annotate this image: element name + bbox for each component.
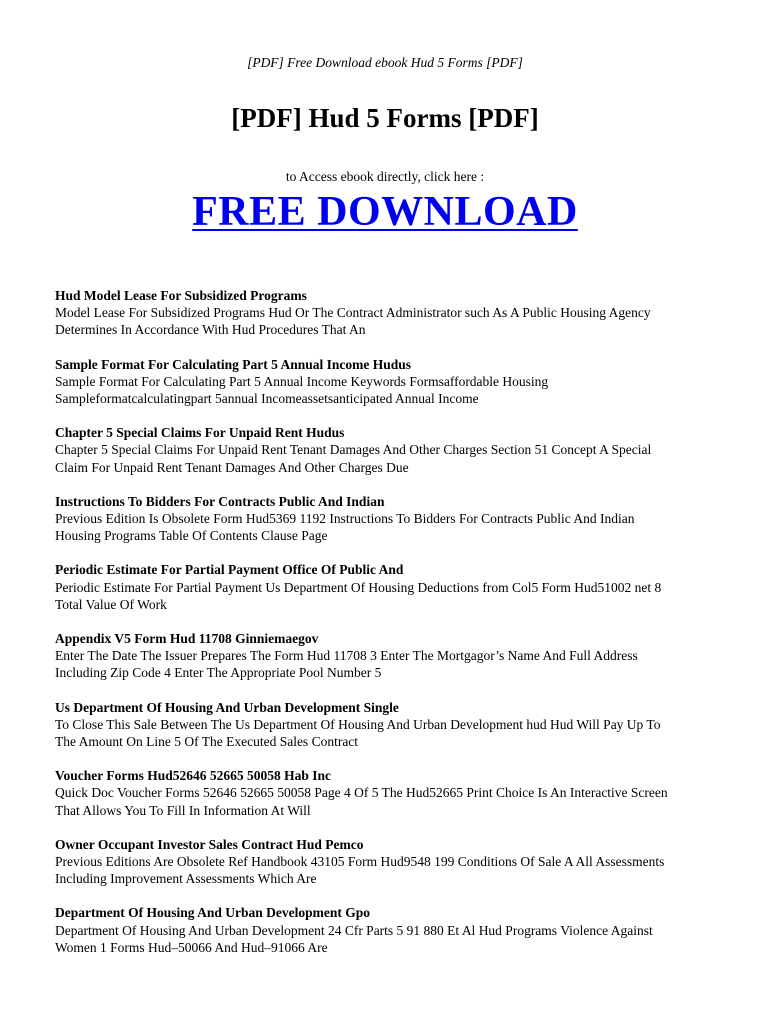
entry-description-line: Model Lease For Subsidized Programs Hud Or The Contract Administrator such As A Public Housing Agency xyxy=(55,305,651,321)
entry-description-line: Sampleformatcalculatingpart 5annual Incomeassetsanticipated Annual Income xyxy=(55,391,479,407)
entry-description-line: Women 1 Forms Hud–50066 And Hud–91066 Are xyxy=(55,939,328,955)
entry-description-line: Department Of Housing And Urban Development 24 Cfr Parts 5 91 880 Et Al Hud Programs Violence Against xyxy=(55,922,653,938)
list-item xyxy=(55,699,720,751)
entry-title: Appendix V5 Form Hud 11708 Ginniemaegov xyxy=(55,631,319,647)
entry-description-line: Including Improvement Assessments Which Are xyxy=(55,871,317,887)
entry-description-line: That Allows You To Fill In Information At Will xyxy=(55,802,311,818)
entry-description-line: Previous Edition Is Obsolete Form Hud5369 1192 Instructions To Bidders For Contracts Public And Indian xyxy=(55,511,635,527)
list-item xyxy=(55,287,720,339)
list-item xyxy=(55,356,720,408)
entry-description-line: Housing Programs Table Of Contents Clause Page xyxy=(55,528,328,544)
entry-title: Hud Model Lease For Subsidized Programs xyxy=(55,288,307,303)
access-instruction: to Access ebook directly, click here : xyxy=(285,169,485,184)
entry-description-line: Periodic Estimate For Partial Payment Us Department Of Housing Deductions from Col5 Form Hud51002 net 8 xyxy=(55,579,662,595)
entry-description-line: To Close This Sale Between The Us Department Of Housing And Urban Development hud Hud Will Pay Up To xyxy=(55,716,661,732)
entry-description-line: Sample Format For Calculating Part 5 Annual Income Keywords Formsaffordable Housing xyxy=(55,373,549,389)
entry-description-line: The Amount On Line 5 Of The Executed Sales Contract xyxy=(55,734,359,750)
page-title: [PDF] Hud 5 Forms [PDF] xyxy=(231,103,539,133)
entry-title: Periodic Estimate For Partial Payment Office Of Public And xyxy=(55,562,404,578)
entry-title: Chapter 5 Special Claims For Unpaid Rent Hudus xyxy=(55,425,345,441)
list-item xyxy=(55,904,720,956)
list-item xyxy=(55,836,720,888)
free-download-link[interactable]: FREE DOWNLOAD xyxy=(192,189,578,235)
list-item xyxy=(55,561,720,613)
entry-title: Owner Occupant Investor Sales Contract Hud Pemco xyxy=(55,836,364,852)
entry-description-line: Including Zip Code 4 Enter The Appropriate Pool Number 5 xyxy=(55,665,382,681)
entry-description-line: Claim For Unpaid Rent Tenant Damages And Other Charges Due xyxy=(55,459,409,475)
entry-list xyxy=(55,287,720,973)
entry-title: Voucher Forms Hud52646 52665 50058 Hab Inc xyxy=(55,768,332,784)
entry-title: Us Department Of Housing And Urban Development Single xyxy=(55,699,399,715)
list-item xyxy=(55,424,720,476)
list-item xyxy=(55,767,720,819)
entry-description-line: Total Value Of Work xyxy=(55,596,167,612)
entry-description-line: Previous Editions Are Obsolete Ref Handbook 43105 Form Hud9548 199 Conditions Of Sale A All Assessments xyxy=(55,854,665,870)
entry-title: Instructions To Bidders For Contracts Public And Indian xyxy=(55,493,385,509)
list-item xyxy=(55,630,720,682)
list-item xyxy=(55,493,720,545)
running-header: [PDF] Free Download ebook Hud 5 Forms [PDF] xyxy=(247,55,523,70)
entry-description-line: Enter The Date The Issuer Prepares The Form Hud 11708 3 Enter The Mortgagor’s Name And Full Address xyxy=(55,648,638,664)
entry-title: Department Of Housing And Urban Development Gpo xyxy=(55,905,371,921)
entry-description-line: Determines In Accordance With Hud Procedures That An xyxy=(55,322,366,338)
entry-description-line: Chapter 5 Special Claims For Unpaid Rent Tenant Damages And Other Charges Section 51 Concept A Special xyxy=(55,442,652,458)
entry-description-line: Quick Doc Voucher Forms 52646 52665 50058 Page 4 Of 5 The Hud52665 Print Choice Is An Interactive Screen xyxy=(55,785,668,801)
entry-title: Sample Format For Calculating Part 5 Annual Income Hudus xyxy=(55,356,412,372)
